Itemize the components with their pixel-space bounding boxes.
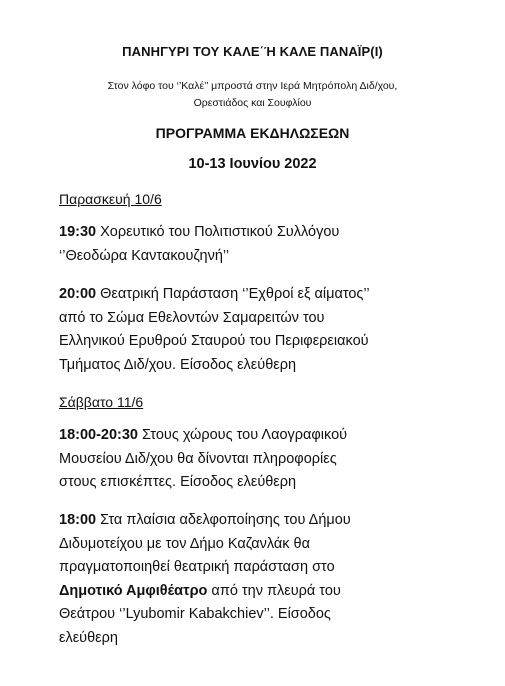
day-heading-saturday: Σάββατο 11/6 [59, 394, 144, 410]
event-line [59, 509, 459, 533]
event-venue: Δημοτικό Αμφιθέατρο [59, 582, 208, 599]
event-text: Χορευτικό του Πολιτιστικού Συλλόγου [96, 224, 340, 240]
event-line [59, 283, 459, 307]
document-title: ΠΑΝΗΓΥΡΙ ΤΟΥ ΚΑΛΕ΄Ή ΚΑΛΕ ΠΑΝΑΪΡ(Ι) [122, 44, 383, 59]
program-heading: ΠΡΟΓΡΑΜΜΑ ΕΚΔΗΛΩΣΕΩΝ [155, 125, 350, 141]
event-line: ελεύθερη [59, 629, 118, 646]
event-line: ‘’Θεοδώρα Καντακουζηνή’’ [59, 247, 230, 264]
event-line: στους επισκέπτες. Είσοδος ελεύθερη [59, 474, 297, 490]
event-line: Θεάτρου ‘’Lyubomir Kabakchiev’’. Είσοδος [59, 606, 331, 622]
event-dates: 10-13 Ιουνίου 2022 [188, 156, 317, 172]
event-line [59, 424, 459, 448]
event-line: Τμήματος Διδ/χου. Είσοδος ελεύθερη [59, 356, 297, 373]
event-time: 18:00-20:30 [59, 427, 138, 443]
event-line: Διδυμοτείχου με τον Δήμο Καζανλάκ θα [59, 535, 310, 552]
event-item [59, 509, 459, 650]
event-line [59, 221, 459, 245]
event-line: από το Σώμα Εθελοντών Σαμαρειτών του [59, 309, 325, 326]
event-time: 18:00 [59, 512, 97, 528]
event-item [59, 424, 459, 495]
event-text: Θεατρική Παράσταση ‘’Εχθροί εξ αίματος’’ [96, 286, 370, 302]
subtitle-line-1: Στον λόφο του ‘’Καλέ’’ μπροστά στην Ιερά Μητρόπολη Διδ/χου, [107, 80, 398, 92]
event-text: Στους χώρους του Λαογραφικού [138, 427, 348, 443]
event-text: από την πλευρά του [207, 582, 341, 599]
event-line: Ελληνικού Ερυθρού Σταυρού του Περιφερειακού [59, 333, 369, 349]
event-item [59, 221, 459, 268]
day-heading-friday: Παρασκευή 10/6 [59, 191, 162, 207]
event-line: Μουσείου Διδ/χου θα δίνονται πληροφορίες [59, 450, 337, 467]
event-line: πραγματοποιηθεί θεατρική παράσταση στο [59, 559, 335, 575]
event-time: 20:00 [59, 286, 97, 302]
event-text: Στα πλαίσια αδελφοποίησης του Δήμου [96, 512, 351, 528]
subtitle-line-2: Ορεστιάδος και Σουφλίου [193, 97, 312, 109]
event-line [59, 580, 459, 604]
event-item [59, 283, 459, 377]
event-time: 19:30 [59, 224, 97, 240]
